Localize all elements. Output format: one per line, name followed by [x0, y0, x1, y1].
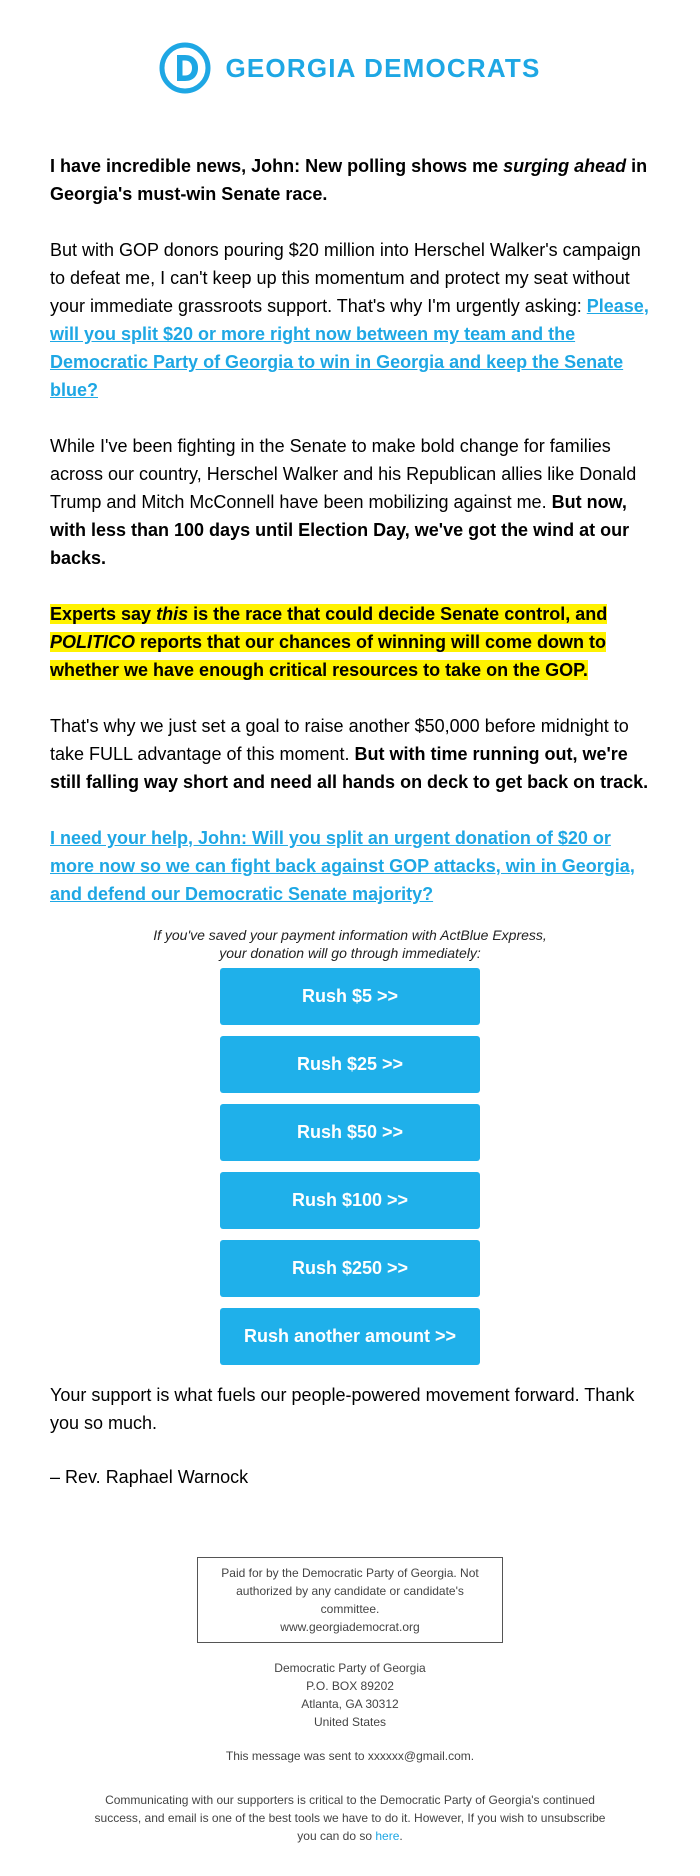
democrats-d-logo-icon: [159, 42, 211, 94]
period: .: [399, 1829, 403, 1843]
intro-emphasis: surging ahead: [503, 156, 627, 176]
sent-to-notice: This message was sent to xxxxxx@gmail.com.: [225, 1749, 475, 1763]
experts-paragraph: [50, 600, 650, 684]
unsubscribe-notice: [90, 1791, 610, 1845]
rush-another-amount-button[interactable]: Rush another amount >>: [220, 1308, 480, 1365]
rush-50-button[interactable]: Rush $50 >>: [220, 1104, 480, 1161]
intro-text-end: in Georgia's must-win Senate race.: [50, 156, 648, 204]
signature: – Rev. Raphael Warnock: [50, 1467, 249, 1487]
paid-for-box: [197, 1557, 503, 1643]
unsubscribe-here-link[interactable]: here: [375, 1829, 400, 1843]
rush-250-button[interactable]: Rush $250 >>: [220, 1240, 480, 1297]
experts-text-1: Experts say: [50, 604, 157, 624]
rush-5-button[interactable]: Rush $5 >>: [220, 968, 480, 1025]
fighting-text: While I've been fighting in the Senate to make bold change for families across our country, Herschel Walker and his Republican allies like Donald Trump and Mitch McConnell have been mobilizing against me.: [50, 436, 637, 512]
org-name: GEORGIA DEMOCRATS: [225, 52, 541, 83]
address-line: Atlanta, GA 30312: [301, 1697, 399, 1711]
rush-25-button[interactable]: Rush $25 >>: [220, 1036, 480, 1093]
intro-paragraph: [50, 152, 650, 208]
falling-short-text: But with time running out, we're still falling way short and need all hands on deck to get back on track.: [50, 744, 649, 792]
address-line: P.O. BOX 89202: [306, 1679, 394, 1693]
actblue-express-note: [50, 926, 650, 962]
goal-paragraph: [50, 712, 650, 796]
experts-text-2: is the race that could decide Senate control, and: [188, 604, 608, 624]
unsubscribe-text: Communicating with our supporters is critical to the Democratic Party of Georgia's continued success, and email is one of the best tools we have to do it. However, If you wish to unsubscribe you can do so: [94, 1793, 606, 1843]
experts-emphasis-this: this: [156, 604, 189, 624]
fighting-paragraph: [50, 432, 650, 572]
goal-text: That's why we just set a goal to raise another $50,000 before midnight to take FULL advantage of this moment.: [50, 716, 629, 764]
email-footer: [0, 1557, 700, 1845]
paid-for-text: Paid for by the Democratic Party of Georgia. Not authorized by any candidate or candidate's committee.: [221, 1566, 479, 1616]
donation-buttons: [220, 968, 480, 1365]
georgia-democrats-logo[interactable]: [159, 42, 540, 94]
politico-emphasis: POLITICO: [50, 632, 135, 652]
help-paragraph: [50, 824, 650, 908]
express-note-line-1: If you've saved your payment information with ActBlue Express,: [153, 927, 547, 943]
address-line: Democratic Party of Georgia: [274, 1661, 426, 1675]
address-line: United States: [313, 1715, 387, 1729]
wind-at-backs-text: But now, with less than 100 days until Election Day, we've got the wind at our backs.: [50, 492, 630, 568]
closing-paragraph: Your support is what fuels our people-powered movement forward. Thank you so much.: [50, 1385, 635, 1433]
urgent-donation-link[interactable]: I need your help, John: Will you split an urgent donation of $20 or more now so we can fight back against GOP attacks, win in Georgia, and defend our Democratic Senate majority?: [50, 828, 635, 904]
postal-address: [0, 1659, 700, 1731]
email-body: [0, 152, 700, 1491]
gop-donors-text: But with GOP donors pouring $20 million into Herschel Walker's campaign to defeat me, I can't keep up this momentum and protect my seat without your immediate grassroots support. That's why I'm urgently asking:: [50, 240, 641, 316]
express-note-line-2: your donation will go through immediately:: [219, 945, 481, 961]
split-20-link[interactable]: Please, will you split $20 or more right now between my team and the Democratic Party of Georgia to win in Georgia and keep the Senate blue?: [50, 296, 649, 400]
gop-donors-paragraph: [50, 236, 650, 404]
rush-100-button[interactable]: Rush $100 >>: [220, 1172, 480, 1229]
email-header: [0, 0, 700, 140]
experts-text-3: reports that our chances of winning will come down to whether we have enough critical resources to take on the GOP.: [50, 632, 607, 680]
intro-text: I have incredible news, John: New polling shows me: [50, 156, 504, 176]
website-text[interactable]: www.georgiademocrat.org: [280, 1620, 420, 1634]
